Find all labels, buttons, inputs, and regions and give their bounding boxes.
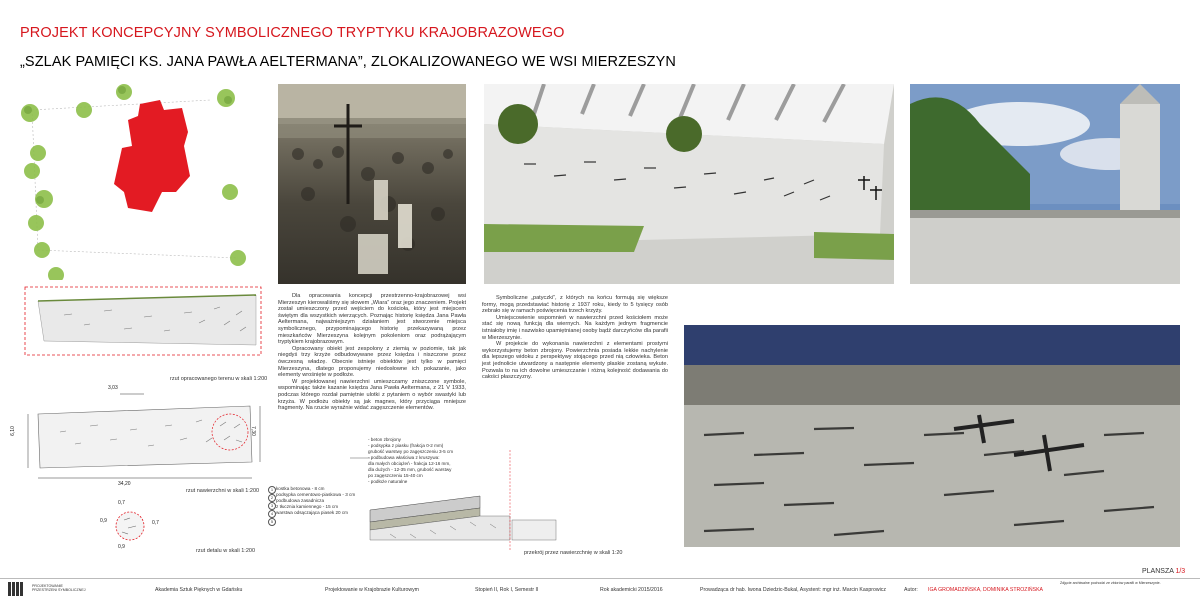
legend-number: 2 [268, 494, 276, 502]
detail-plan [104, 502, 164, 552]
dim-303: 3,03 [108, 385, 118, 391]
paragraph: W projekcie do wykonania nawierzchni z elementami prostymi wykorzystujemy beton zbrojony. Powierzchnia posiada lekkie nachylenie dla lepszego widoku z perspektywy stojącego przed nią człowieka. Beton jest jednolicie utwardzony a następnie elementy płaskie zostaną wykute. Pozwala to na ich dowolne umieszczanie i różną kolejność dodawania do całości płaszczyzny. [482, 341, 668, 381]
paragraph: W projektowanej nawierzchni umieszczamy zniszczone symbole, wspominając także kazanie księdza Jana Pawła Aeltermana, z 21 V 1933, podczas którego rozdał pamiętnie ulotki z pytaniem o wybór swastyki lub krzyża. W podłożu obiekty są jak magnes, który przyciąga mniejsze fragmenty. Na rzucie wyraźnie widać zagęszczenie elementów. [278, 378, 466, 412]
dim-730: 7,30 [249, 426, 256, 436]
aerial-visualization [484, 84, 894, 284]
footer-school: Akademia Sztuk Pięknych w Gdańsku [155, 587, 243, 593]
surface-plan-caption: rzut nawierzchni w skali 1:200 [186, 488, 260, 494]
church-icon [114, 100, 190, 212]
legend-item: podsypka cementowo-piaskowa - 3 cm [276, 492, 356, 497]
legend-item: z tłucznia kamiennego - 15 cm [276, 504, 339, 509]
perspective-visualization [684, 325, 1180, 547]
logo-icon [8, 582, 28, 596]
legend-item: po zagęszczeniu 15-40 cm [368, 473, 423, 478]
project-title: PROJEKT KONCEPCYJNY SYMBOLICZNEGO TRYPTYKU KRAJOBRAZOWEGO [20, 25, 565, 41]
dim-09b: 0,9 [118, 544, 125, 550]
footer [0, 578, 1200, 600]
legend-item: grubość warstwy po zagęszczeniu 3-5 cm [368, 449, 454, 454]
legend-item: podbudowa zasadnicza [276, 498, 325, 503]
footer-year: Rok akademicki 2015/2016 [600, 587, 663, 593]
paragraph: Umiejscowienie wspomnień w nawierzchni przed kościołem może stać się nową funkcją dla wiernych. Na każdym jednym fragmencie istniałoby imię i nazwisko upamiętnianej osoby bądź darczyńców dla parafii w Mierzeszynie. [482, 314, 668, 341]
dim-07b: 0,7 [152, 520, 159, 526]
legend-item: - podsypka z piasku (frakcja 0-2 mm) [368, 443, 444, 448]
legend-item: dla dużych - 12-35 mm, grubość warstwy [368, 467, 452, 472]
paragraph: Symboliczne „patyczki”, z których na końcu formują się większe formy, mogą przedstawiać historię z 1937 roku, kiedy to 5 tysięcy osób zebrało się w ramach poświęcenia trzech krzyży. [482, 295, 668, 315]
footer-dept: Projektowanie w Krajobrazie Kulturowym [325, 587, 419, 593]
description-text-2 [482, 295, 668, 381]
legend-item: - beton zbrojony [368, 437, 401, 442]
footer-tutor: Prowadząca dr hab. Iwona Dziedzic-Bukal, Asystent: mgr inż. Marcin Kasprowicz [700, 587, 886, 593]
church-visualization [910, 84, 1180, 284]
sheet-label: PLANSZA [1142, 568, 1174, 575]
detail-plan-caption: rzut detalu w skali 1:200 [196, 548, 256, 554]
paragraph: Opracowany obiekt jest zespolony z ziemią w poziomie, tak jak niegdyś trzy krzyże odbudowywane przez księdza i niszczone przez ówczesną władzę. Obecnie istnieje obiektów jest tylko w pamięci Mierzeszyna, dlatego proponujemy niedosłowne ich pokazanie, jako elementy wrośnięte w podłoże. [278, 345, 466, 379]
site-plan [10, 80, 260, 280]
sheet-number [1142, 568, 1185, 575]
paragraph: Dla opracowania koncepcji przestrzenno-krajobrazowej wsi Mierzeszyn kierowaliśmy się słowem „Wiara” oraz jego znaczeniem. Projekt został umieszczony przed wejściem do kościoła, który jest miejscem świętym dla wszystkich wierzących. Poznając historię księdza Jana Pawła Aeltermana, najważniejszym działaniem jest stworzenie miejsca symbolicznego, przypominającego historię przekazywaną przez mieszkańców Mierzeszyna kolejnym pokoleniom oraz podrążającym tryptykiem krajobrazowym. [278, 293, 466, 346]
dim-610: 6,10 [9, 426, 16, 436]
section-drawing [330, 450, 560, 550]
dim-07a: 0,7 [118, 500, 125, 506]
legend-number: 3 [268, 502, 276, 510]
footer-note: Zdjęcie archiwalne pochodzi ze zbiorów parafii w Mierzeszynie. [1060, 581, 1161, 585]
logo-text: PROJEKTOWANIE PRZESTRZENI SYMBOLICZNEJ [32, 584, 86, 593]
archival-photo [278, 84, 466, 284]
surface-plan [20, 382, 270, 492]
legend-number: 4 [268, 510, 276, 518]
description-text [278, 293, 466, 412]
legend-item: warstwa odsączająca piasek 20 cm [276, 510, 349, 515]
terrain-plan [24, 285, 264, 360]
section-caption: przekrój przez nawierzchnię w skali 1:20 [524, 550, 623, 556]
legend-item: kostka betonowa - 8 cm [276, 486, 325, 491]
dim-09a: 0,9 [100, 518, 107, 524]
footer-level: Stopień II, Rok I, Semestr II [475, 587, 539, 593]
legend-number: 5 [268, 518, 276, 526]
legend-item: dla małych obciążeń - frakcja 12-16 mm, [368, 461, 451, 466]
legend-number: 1 [268, 486, 276, 494]
footer-authors: IGA GROMADZIŃSKA, DOMINIKA STROZIŃSKA [928, 587, 1044, 593]
legend-item: - podbudowa właściwa z kruszywa: [368, 455, 440, 460]
project-subtitle: „SZLAK PAMIĘCI KS. JANA PAWŁA AELTERMANA”, ZLOKALIZOWANEGO WE WSI MIERZESZYN [20, 54, 676, 70]
terrain-plan-caption: rzut opracowanego terenu w skali 1:200 [170, 376, 268, 382]
legend-number-markers [268, 486, 276, 526]
footer-author-label: Autor: [904, 587, 918, 593]
legend-item: - podłoże naturalne [368, 479, 408, 484]
dim-3420: 34,20 [118, 481, 131, 487]
sheet-num: 1/3 [1175, 568, 1186, 575]
